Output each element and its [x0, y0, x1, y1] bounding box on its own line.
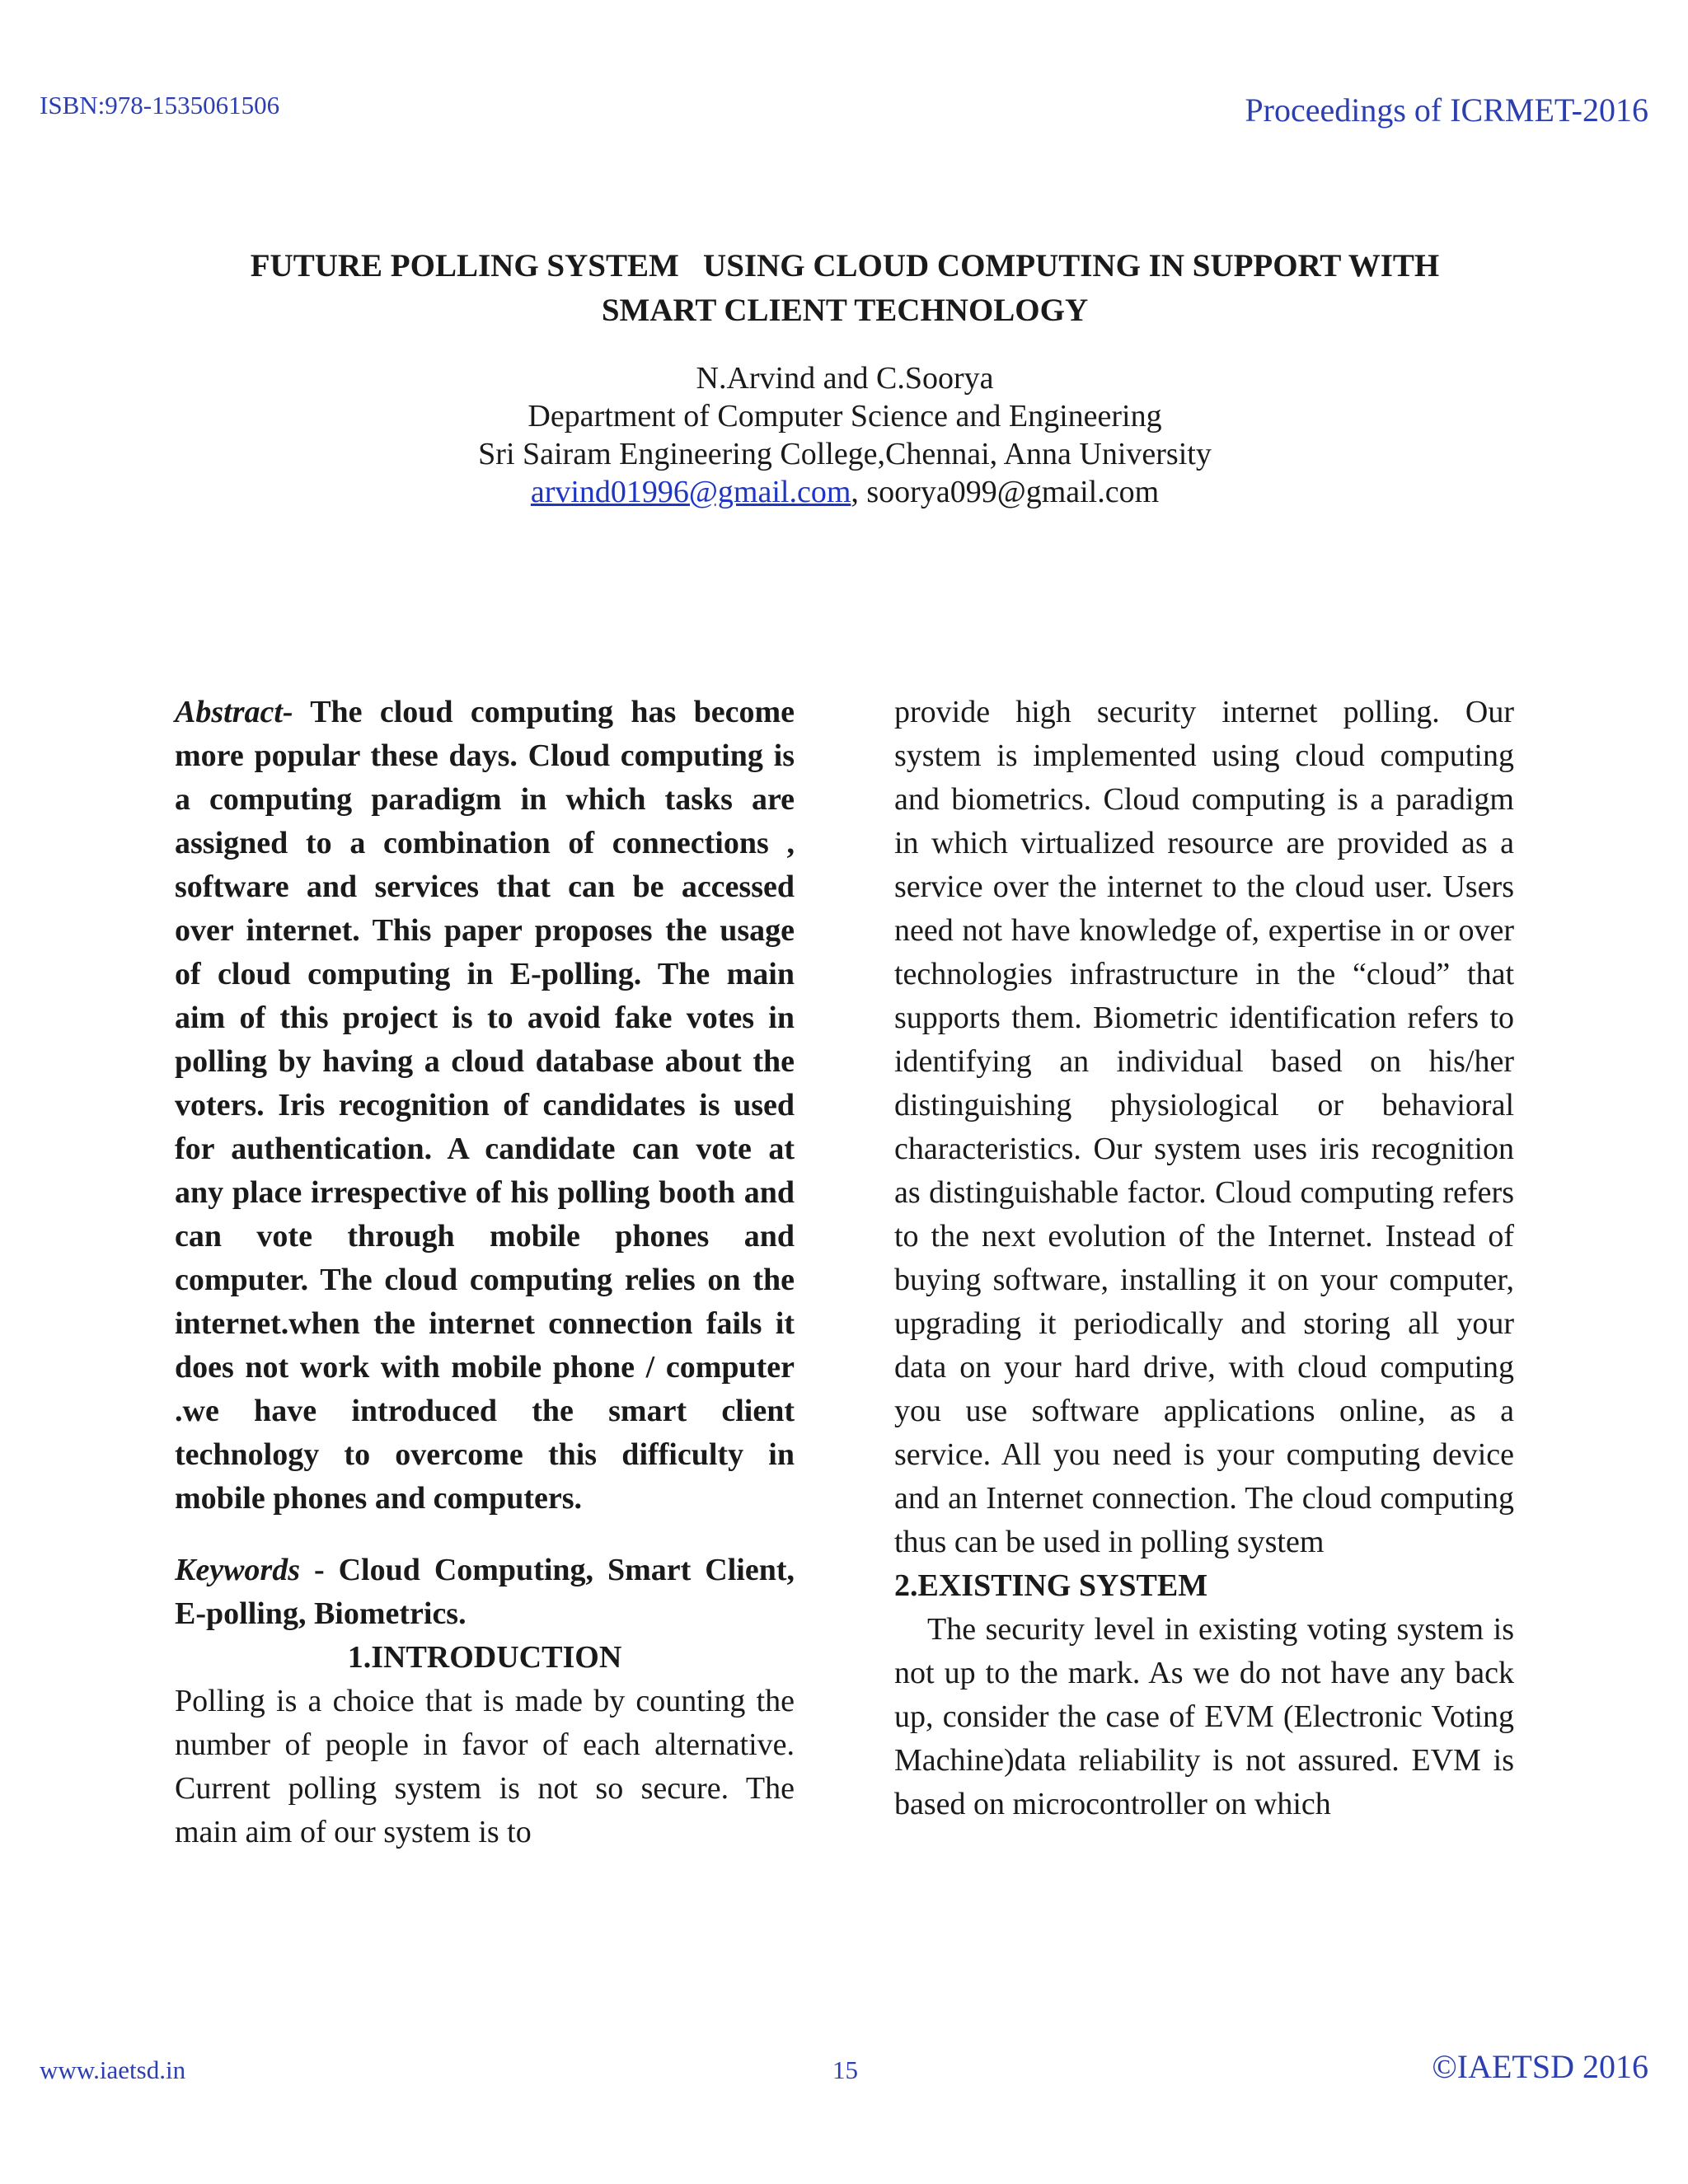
abstract: [175, 691, 795, 1521]
page-number: 15: [832, 2055, 858, 2084]
section-heading-existing-system: 2.EXISTING SYSTEM: [894, 1568, 1208, 1603]
title-line-2: SMART CLIENT TECHNOLOGY: [601, 293, 1089, 328]
introduction-text: Polling is a choice that is made by counting the number of people in favor of each alternative. Current polling system is not so secure. The main aim of our system is to: [175, 1684, 795, 1849]
isbn-header: ISBN:978-1535061506: [40, 91, 280, 120]
introduction-continuation: provide high security internet polling. Our system is implemented using cloud computing and biometrics. Cloud computing is a paradigm in which virtualized resource are provided as a service over the internet to the cloud user. Users need not have knowledge of, expertise in or over technologies infrastructure in the “cloud” that supports them. Biometric identification refers to identifying an individual based on his/her distinguishing physiological or behavioral characteristics. Our system uses iris recognition as distinguishable factor. Cloud computing refers to the next evolution of the Internet. Instead of buying software, installing it on your computer, upgrading it periodically and storing all your data on your hard drive, with cloud computing you use software applications online, as a service. All you need is your computing device and an Internet connection. The cloud computing thus can be used in polling system: [894, 695, 1514, 1559]
footer-website[interactable]: www.iaetsd.in: [40, 2055, 186, 2084]
existing-system-text: The security level in existing voting system is not up to the mark. As we do not have any back up, consider the case of EVM (Electronic Voting Machine)data reliability is not assured. EVM is based on microcontroller on which: [894, 1612, 1514, 1821]
title-line-1: FUTURE POLLING SYSTEM USING CLOUD COMPUTING IN SUPPORT WITH: [250, 248, 1440, 284]
footer-copyright: ©IAETSD 2016: [1432, 2048, 1648, 2085]
right-column: [894, 691, 1514, 1826]
email-link[interactable]: arvind01996@gmail.com: [530, 475, 851, 509]
keywords-text: - Cloud Computing, Smart Client, E-polling, Biometrics.: [175, 1553, 795, 1631]
author-names: N.Arvind and C.Soorya: [696, 361, 994, 396]
author-block: [148, 359, 1541, 511]
paper-title: [148, 244, 1541, 333]
proceedings-header: Proceedings of ICRMET-2016: [1245, 91, 1648, 129]
keywords-label: Keywords: [175, 1553, 300, 1587]
keywords: [175, 1549, 795, 1636]
section-heading-introduction: 1.INTRODUCTION: [347, 1640, 622, 1675]
abstract-label: Abstract-: [175, 695, 293, 729]
email-separator: ,: [851, 475, 867, 509]
left-column: [175, 691, 795, 1854]
abstract-text: The cloud computing has become more popular these days. Cloud computing is a computing paradigm in which tasks are assigned to a combination of connections , software and services that can be accessed over internet. This paper proposes the usage of cloud computing in E-polling. The main aim of this project is to avoid fake votes in polling by having a cloud database about the voters. Iris recognition of candidates is used for authentication. A candidate can vote at any place irrespective of his polling booth and can vote through mobile phones and computer. The cloud computing relies on the internet.when the internet connection fails it does not work with mobile phone / computer .we have introduced the smart client technology to overcome this difficulty in mobile phones and computers.: [175, 695, 795, 1516]
author-emails: [148, 473, 1541, 511]
author-department: Department of Computer Science and Engineering: [528, 399, 1162, 434]
author-institution: Sri Sairam Engineering College,Chennai, Anna University: [478, 437, 1212, 471]
email-text: soorya099@gmail.com: [866, 475, 1160, 509]
